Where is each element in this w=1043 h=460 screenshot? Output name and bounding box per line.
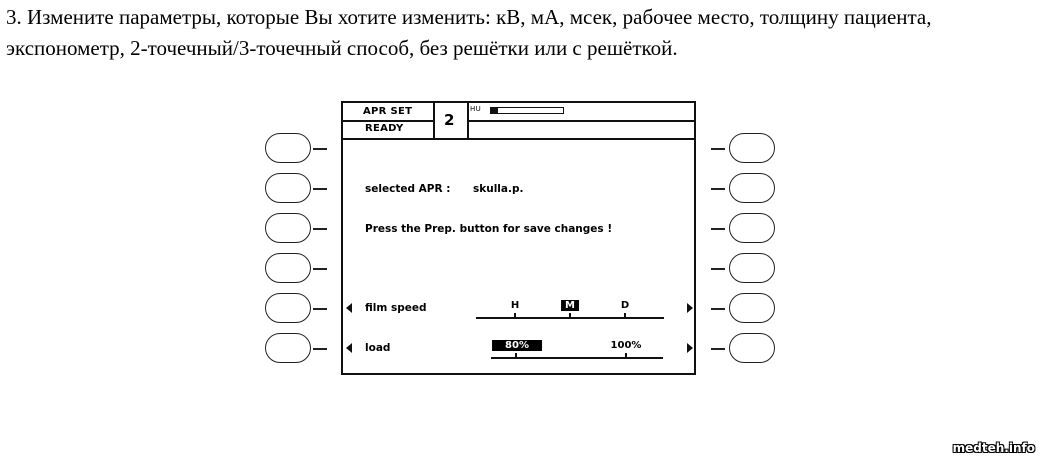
load-label: load [365,342,391,354]
selected-apr-value: skulla.p. [473,183,524,195]
right-key-1-connector [711,148,725,150]
left-soft-key-1[interactable] [265,133,311,163]
film-speed-option-d[interactable]: D [620,300,630,311]
instruction-text: 3. Измените параметры, которые Вы хотите изменить: кВ, мА, мсек, рабочее место, толщину пациента, экспонометр, 2-точечный/3-точечный способ, без решётки или с решёткой. [6,5,932,60]
display-header [343,103,694,140]
left-key-4-connector [313,268,327,270]
left-soft-key-6[interactable] [265,333,311,363]
left-soft-key-3[interactable] [265,213,311,243]
film-speed-scale [476,317,664,319]
right-soft-key-5[interactable] [729,293,775,323]
left-key-2-connector [313,188,327,190]
right-key-3-connector [711,228,725,230]
film-speed-tick-m [569,313,571,317]
save-message: Press the Prep. button for save changes ! [365,223,613,235]
control-display [341,101,696,375]
right-key-5-connector [711,308,725,310]
left-key-1-connector [313,148,327,150]
ready-status: READY [365,123,404,134]
left-soft-key-2[interactable] [265,173,311,203]
watermark: medteh.info [952,441,1035,455]
film-speed-left-arrow-icon[interactable] [346,303,352,313]
right-soft-key-2[interactable] [729,173,775,203]
film-speed-tick-h [514,313,516,317]
film-speed-label: film speed [365,302,427,314]
right-soft-key-4[interactable] [729,253,775,283]
load-scale [491,357,663,359]
left-soft-key-4[interactable] [265,253,311,283]
left-key-3-connector [313,228,327,230]
load-tick-100 [625,353,627,357]
hu-label: HU [470,105,481,113]
hu-meter-fill [491,108,498,113]
film-speed-option-m[interactable]: M [561,300,579,311]
right-soft-key-6[interactable] [729,333,775,363]
header-divider-right [467,120,694,122]
right-key-2-connector [711,188,725,190]
header-divider [343,120,433,122]
film-speed-option-h[interactable]: H [510,300,520,311]
load-option-100[interactable]: 100% [610,340,642,351]
right-soft-key-1[interactable] [729,133,775,163]
apr-set-label: APR SET [363,106,413,117]
header-separator-1 [433,103,435,138]
selected-apr-label: selected APR : [365,183,451,195]
load-left-arrow-icon[interactable] [346,343,352,353]
right-key-4-connector [711,268,725,270]
left-key-6-connector [313,348,327,350]
left-key-5-connector [313,308,327,310]
load-right-arrow-icon[interactable] [687,343,693,353]
right-key-6-connector [711,348,725,350]
workstation-number: 2 [444,111,455,129]
load-tick-80 [515,353,517,357]
right-soft-key-3[interactable] [729,213,775,243]
film-speed-right-arrow-icon[interactable] [687,303,693,313]
load-option-80[interactable]: 80% [492,340,542,351]
film-speed-tick-d [624,313,626,317]
left-soft-key-5[interactable] [265,293,311,323]
hu-meter [490,107,564,114]
